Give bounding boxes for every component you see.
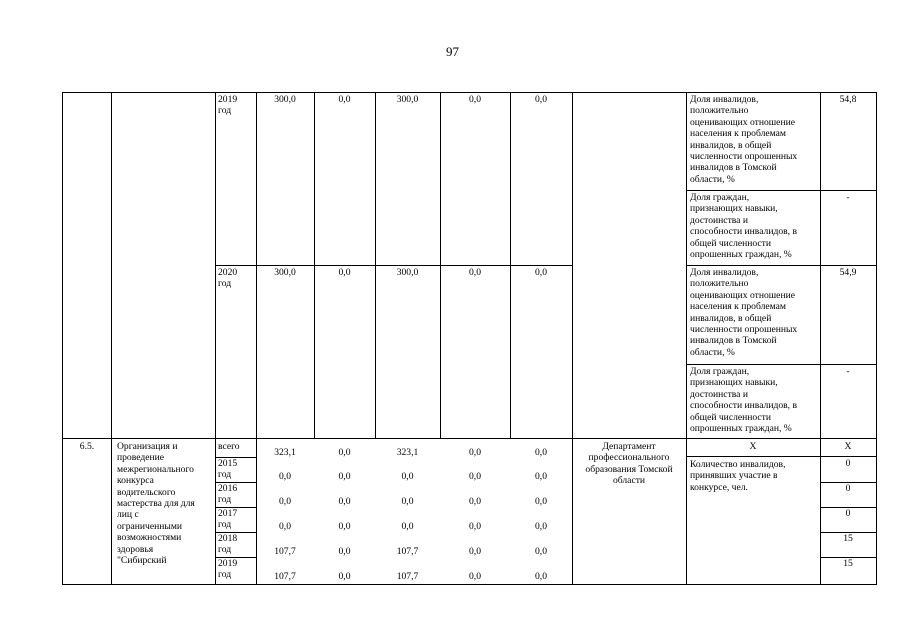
federal-value: 0,0 (338, 521, 351, 532)
indicator-value: 54,9 (839, 267, 857, 278)
grid-line (686, 92, 687, 585)
regional-value: 323,1 (396, 447, 419, 458)
grid-line (572, 92, 573, 585)
year-label: 2016 год (218, 483, 238, 506)
extrabudget-value: 0,0 (535, 496, 547, 507)
extrabudget-value: 0,0 (535, 571, 547, 582)
grid-line (215, 92, 216, 585)
grid-line (111, 92, 112, 585)
value-x: Х (844, 441, 852, 452)
grid-line (686, 456, 877, 457)
table-top-border (62, 92, 877, 93)
extrabudget-value: 0,0 (535, 447, 547, 458)
grid-line (256, 438, 257, 585)
indicator-name: Доля граждан, признающих навыки, достоинства и способности инвалидов, в общей численности опрошенных граждан, % (690, 192, 797, 261)
local-2020: 0,0 (469, 267, 481, 278)
extrabudget-value: 0,0 (535, 546, 547, 557)
indicator-name: Доля инвалидов, положительно оценивающих отношение населения к проблемам инвалидов, в общей численности опрошенных инвалидов в Томской области, % (690, 94, 798, 185)
total-value: 0,0 (279, 521, 291, 532)
table-left-border (62, 92, 63, 585)
indicator-name: Доля граждан, признающих навыки, достоинства и способности инвалидов, в общей численности опрошенных граждан, % (690, 366, 797, 435)
indicator-value: - (846, 192, 850, 203)
federal-value: 0,0 (338, 471, 351, 482)
indicator-name: Доля инвалидов, положительно оценивающих отношение населения к проблемам инвалидов, в общей численности опрошенных инвалидов в Томской области, % (690, 267, 798, 358)
total-value: 0,0 (279, 471, 291, 482)
local-value: 0,0 (469, 471, 481, 482)
indicator-value: 54,8 (839, 94, 857, 105)
indicator-value: - (846, 366, 850, 377)
grid-line (62, 438, 877, 439)
total-value: 0,0 (279, 496, 291, 507)
item-number: 6.5. (79, 441, 95, 452)
grid-line (215, 265, 573, 266)
extrabudget-value: 0,0 (535, 521, 547, 532)
extrabudget-value: 0,0 (535, 471, 547, 482)
local-value: 0,0 (469, 447, 481, 458)
local-2019: 0,0 (469, 94, 481, 105)
regional-2019: 300,0 (396, 94, 419, 105)
table-bottom-border (62, 584, 877, 585)
extrabudget-2019: 0,0 (535, 94, 547, 105)
total-value: 107,7 (274, 546, 296, 557)
federal-2019: 0,0 (338, 94, 351, 105)
indicator-value: 0 (845, 508, 851, 519)
local-value: 0,0 (469, 521, 481, 532)
total-value: 107,7 (274, 571, 296, 582)
extrabudget-2020: 0,0 (535, 267, 547, 278)
regional-value: 0,0 (401, 496, 414, 507)
total-2019: 300,0 (274, 94, 296, 105)
year-label-2019: 2019 год (218, 94, 238, 117)
regional-2020: 300,0 (396, 267, 419, 278)
grid-line (686, 364, 877, 365)
federal-value: 0,0 (338, 546, 351, 557)
grid-line (686, 190, 877, 191)
regional-value: 107,7 (396, 546, 419, 557)
local-value: 0,0 (469, 571, 481, 582)
local-value: 0,0 (469, 496, 481, 507)
grid-line (820, 92, 821, 585)
total-value: 323,1 (274, 447, 296, 458)
federal-value: 0,0 (338, 571, 351, 582)
regional-value: 0,0 (401, 521, 414, 532)
year-label: всего (218, 441, 240, 452)
indicator-value: 0 (845, 483, 851, 494)
page-number: 97 (446, 44, 459, 59)
year-label: 2017 год (218, 508, 238, 531)
indicator-value: 15 (843, 558, 853, 569)
regional-value: 0,0 (401, 471, 414, 482)
table-right-border (876, 92, 877, 585)
local-value: 0,0 (469, 546, 481, 557)
indicator-value: 0 (845, 458, 851, 469)
regional-value: 107,7 (396, 571, 419, 582)
year-label: 2015 год (218, 458, 238, 481)
executor: Департамент профессионального образования Томской области (585, 441, 673, 487)
federal-value: 0,0 (338, 496, 351, 507)
grid-line (686, 265, 877, 266)
total-2020: 300,0 (274, 267, 296, 278)
indicator-value: 15 (843, 533, 853, 544)
federal-2020: 0,0 (338, 267, 351, 278)
year-label: 2019 год (218, 558, 238, 581)
item-name: Организация и проведение межрегионального конкурса водительского мастерства для для лиц с ограниченными возможностями здоровья "Сибирский (117, 441, 195, 567)
indicator-name: Количество инвалидов, принявших участие в конкурсе, чел. (690, 459, 786, 493)
year-label: 2018 год (218, 533, 238, 556)
year-label-2020: 2020 год (218, 267, 238, 290)
indicator-x: Х (749, 441, 757, 452)
federal-value: 0,0 (338, 447, 351, 458)
